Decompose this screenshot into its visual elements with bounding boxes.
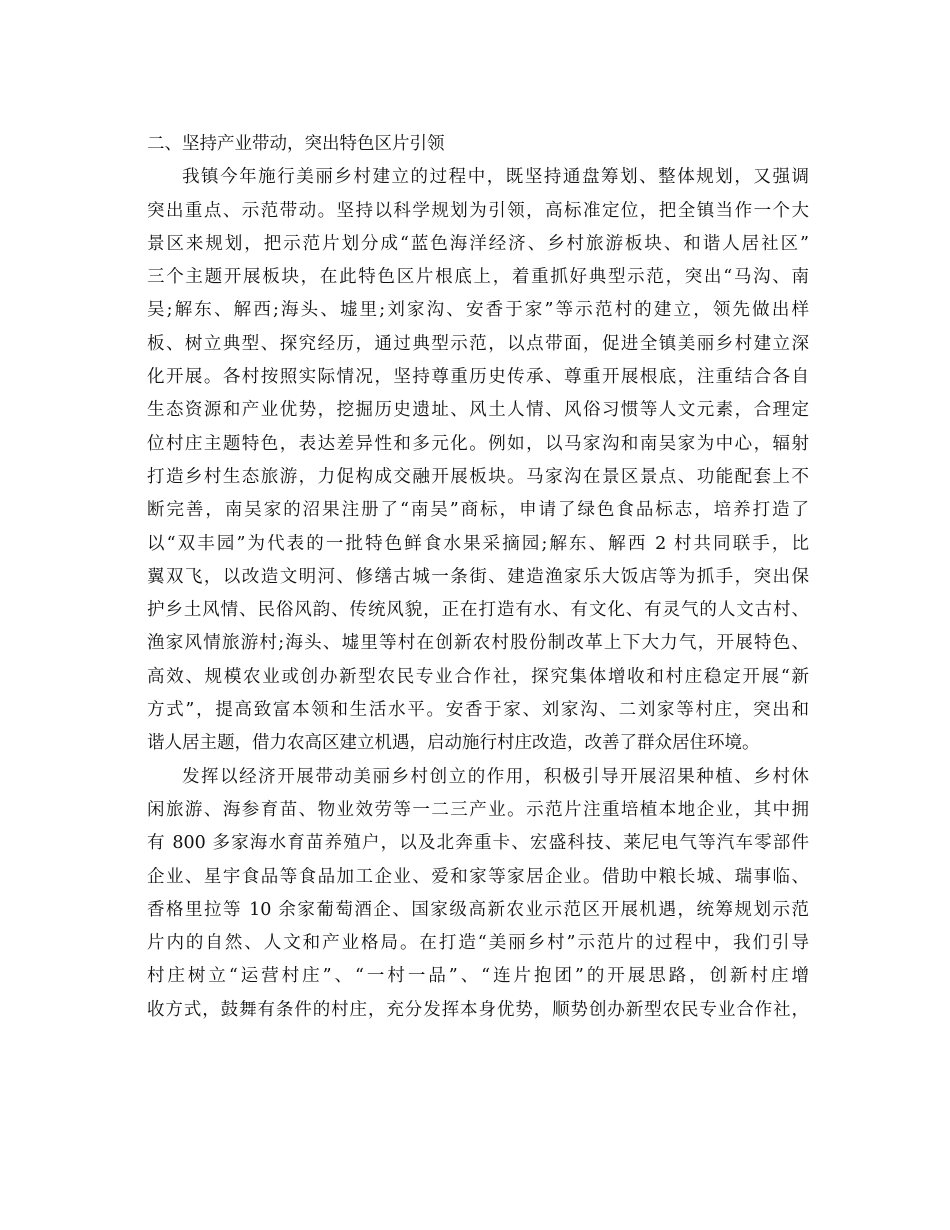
paragraph-line: 片内的自然、人文和产业格局。在打造“美丽乡村”示范片的过程中，我们引导: [147, 933, 809, 954]
paragraph-line: 我镇今年施行美丽乡村建立的过程中，既坚持通盘筹划、整体规划，又强调: [182, 167, 809, 188]
paragraph-line: 吴;解东、解西;海头、墟里;刘家沟、安香于家”等示范村的建立，领先做出样: [147, 300, 809, 321]
paragraph-line: 护乡土风情、民俗风韵、传统风貌，正在打造有水、有文化、有灵气的人文古村、: [147, 600, 809, 621]
paragraph-line: 闲旅游、海参育苗、物业效劳等一二三产业。示范片注重培植本地企业，其中拥: [147, 799, 809, 820]
paragraph-line: 翼双飞，以改造文明河、修缮古城一条街、建造渔家乐大饭店等为抓手，突出保: [147, 566, 809, 587]
paragraph-line: 三个主题开展板块，在此特色区片根底上，着重抓好典型示范，突出“马沟、南: [147, 267, 809, 288]
paragraph-line: 香格里拉等 10 余家葡萄酒企、国家级高新农业示范区开展机遇，统筹规划示范: [147, 899, 809, 920]
paragraph-line: 渔家风情旅游村;海头、墟里等村在创新农村股份制改革上下大力气，开展特色、: [147, 633, 809, 654]
paragraph-line: 收方式，鼓舞有条件的村庄，充分发挥本身优势，顺势创办新型农民专业合作社，: [147, 999, 809, 1020]
paragraph-line: 方式”，提高致富本领和生活水平。安香于家、刘家沟、二刘家等村庄，突出和: [147, 700, 809, 721]
paragraph-line: 以“双丰园”为代表的一批特色鲜食水果采摘园;解东、解西 2 村共同联手，比: [147, 533, 809, 554]
paragraph-line: 村庄树立“运营村庄”、“一村一品”、“连片抱团”的开展思路，创新村庄增: [147, 966, 809, 987]
paragraph-line: 景区来规划，把示范片划分成“蓝色海洋经济、乡村旅游板块、和谐人居社区”: [147, 233, 809, 254]
paragraph-line: 企业、星宇食品等食品加工企业、爱和家等家居企业。借助中粮长城、瑞事临、: [147, 866, 809, 887]
paragraph-line: 板、树立典型、探究经历，通过典型示范，以点带面，促进全镇美丽乡村建立深: [147, 333, 809, 354]
paragraph-line: 突出重点、示范带动。坚持以科学规划为引领，高标准定位，把全镇当作一个大: [147, 200, 809, 221]
paragraph-1: [147, 161, 809, 760]
paragraph-2: [147, 761, 809, 1027]
paragraph-line: 位村庄主题特色，表达差异性和多元化。例如，以马家沟和南吴家为中心，辐射: [147, 433, 809, 454]
section-heading: 二、坚持产业带动，突出特色区片引领: [147, 134, 445, 154]
paragraph-line: 谐人居主题，借力农高区建立机遇，启动施行村庄改造，改善了群众居住环境。: [147, 733, 760, 754]
paragraph-line: 高效、规模农业或创办新型农民专业合作社，探究集体增收和村庄稳定开展“新: [147, 666, 809, 687]
document-body: [147, 128, 809, 1027]
paragraph-line: 化开展。各村按照实际情况，坚持尊重历史传承、尊重开展根底，注重结合各自: [147, 367, 809, 388]
paragraph-line: 有 800 多家海水育苗养殖户，以及北奔重卡、宏盛科技、莱尼电气等汽车零部件: [147, 833, 809, 854]
paragraph-line: 断完善，南吴家的沼果注册了“南吴”商标，申请了绿色食品标志，培养打造了: [147, 500, 809, 521]
paragraph-line: 发挥以经济开展带动美丽乡村创立的作用，积极引导开展沼果种植、乡村休: [182, 766, 809, 787]
paragraph-line: 打造乡村生态旅游，力促构成交融开展板块。马家沟在景区景点、功能配套上不: [147, 466, 809, 487]
paragraph-line: 生态资源和产业优势，挖掘历史遗址、风土人情、风俗习惯等人文元素，合理定: [147, 400, 809, 421]
